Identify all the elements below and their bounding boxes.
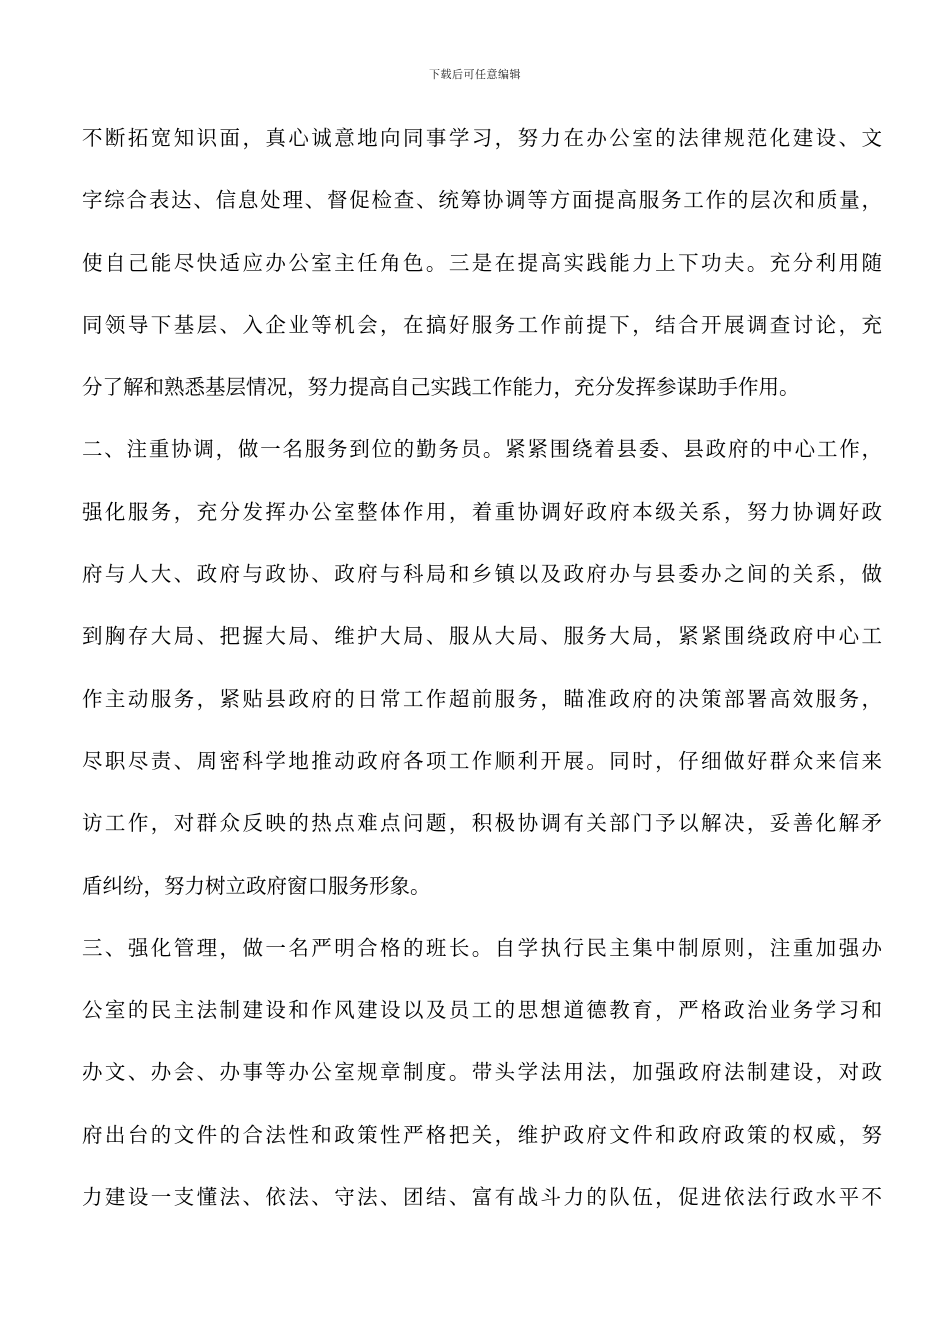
text-line: 办文、办会、办事等办公室规章制度。带头学法用法，加强政府法制建设，对政 bbox=[82, 1060, 882, 1085]
text-line: 使自己能尽快适应办公室主任角色。三是在提高实践能力上下功夫。充分利用随 bbox=[82, 250, 882, 275]
text-line: 分了解和熟悉基层情况，努力提高自己实践工作能力，充分发挥参谋助手作用。 bbox=[82, 375, 800, 400]
text-line: 访工作，对群众反映的热点难点问题，积极协调有关部门予以解决，妥善化解矛 bbox=[82, 811, 882, 836]
header-note: 下载后可任意编辑 bbox=[429, 68, 521, 81]
text-line: 二、注重协调，做一名服务到位的勤务员。紧紧围绕着县委、县政府的中心工作， bbox=[82, 437, 882, 462]
text-line: 到胸存大局、把握大局、维护大局、服从大局、服务大局，紧紧围绕政府中心工 bbox=[82, 624, 882, 649]
text-line: 尽职尽责、周密科学地推动政府各项工作顺利开展。同时，仔细做好群众来信来 bbox=[82, 748, 882, 773]
text-line: 力建设一支懂法、依法、守法、团结、富有战斗力的队伍，促进依法行政水平不 bbox=[82, 1185, 882, 1210]
text-line: 三、强化管理，做一名严明合格的班长。自学执行民主集中制原则，注重加强办 bbox=[82, 935, 882, 960]
text-line: 强化服务，充分发挥办公室整体作用，着重协调好政府本级关系，努力协调好政 bbox=[82, 499, 882, 524]
text-line: 盾纠纷，努力树立政府窗口服务形象。 bbox=[82, 873, 431, 898]
text-line: 不断拓宽知识面，真心诚意地向同事学习，努力在办公室的法律规范化建设、文 bbox=[82, 126, 882, 150]
text-line: 公室的民主法制建设和作风建设以及员工的思想道德教育，严格政治业务学习和 bbox=[82, 998, 882, 1023]
text-line: 作主动服务，紧贴县政府的日常工作超前服务，瞄准政府的决策部署高效服务， bbox=[82, 686, 882, 711]
text-line: 府与人大、政府与政协、政府与科局和乡镇以及政府办与县委办之间的关系，做 bbox=[82, 562, 882, 587]
body-text bbox=[82, 118, 882, 1239]
text-line: 字综合表达、信息处理、督促检查、统筹协调等方面提高服务工作的层次和质量， bbox=[82, 188, 882, 213]
text-line: 府出台的文件的合法性和政策性严格把关，维护政府文件和政府政策的权威，努 bbox=[82, 1122, 882, 1147]
text-line: 同领导下基层、入企业等机会，在搞好服务工作前提下，结合开展调查讨论，充 bbox=[82, 312, 882, 337]
